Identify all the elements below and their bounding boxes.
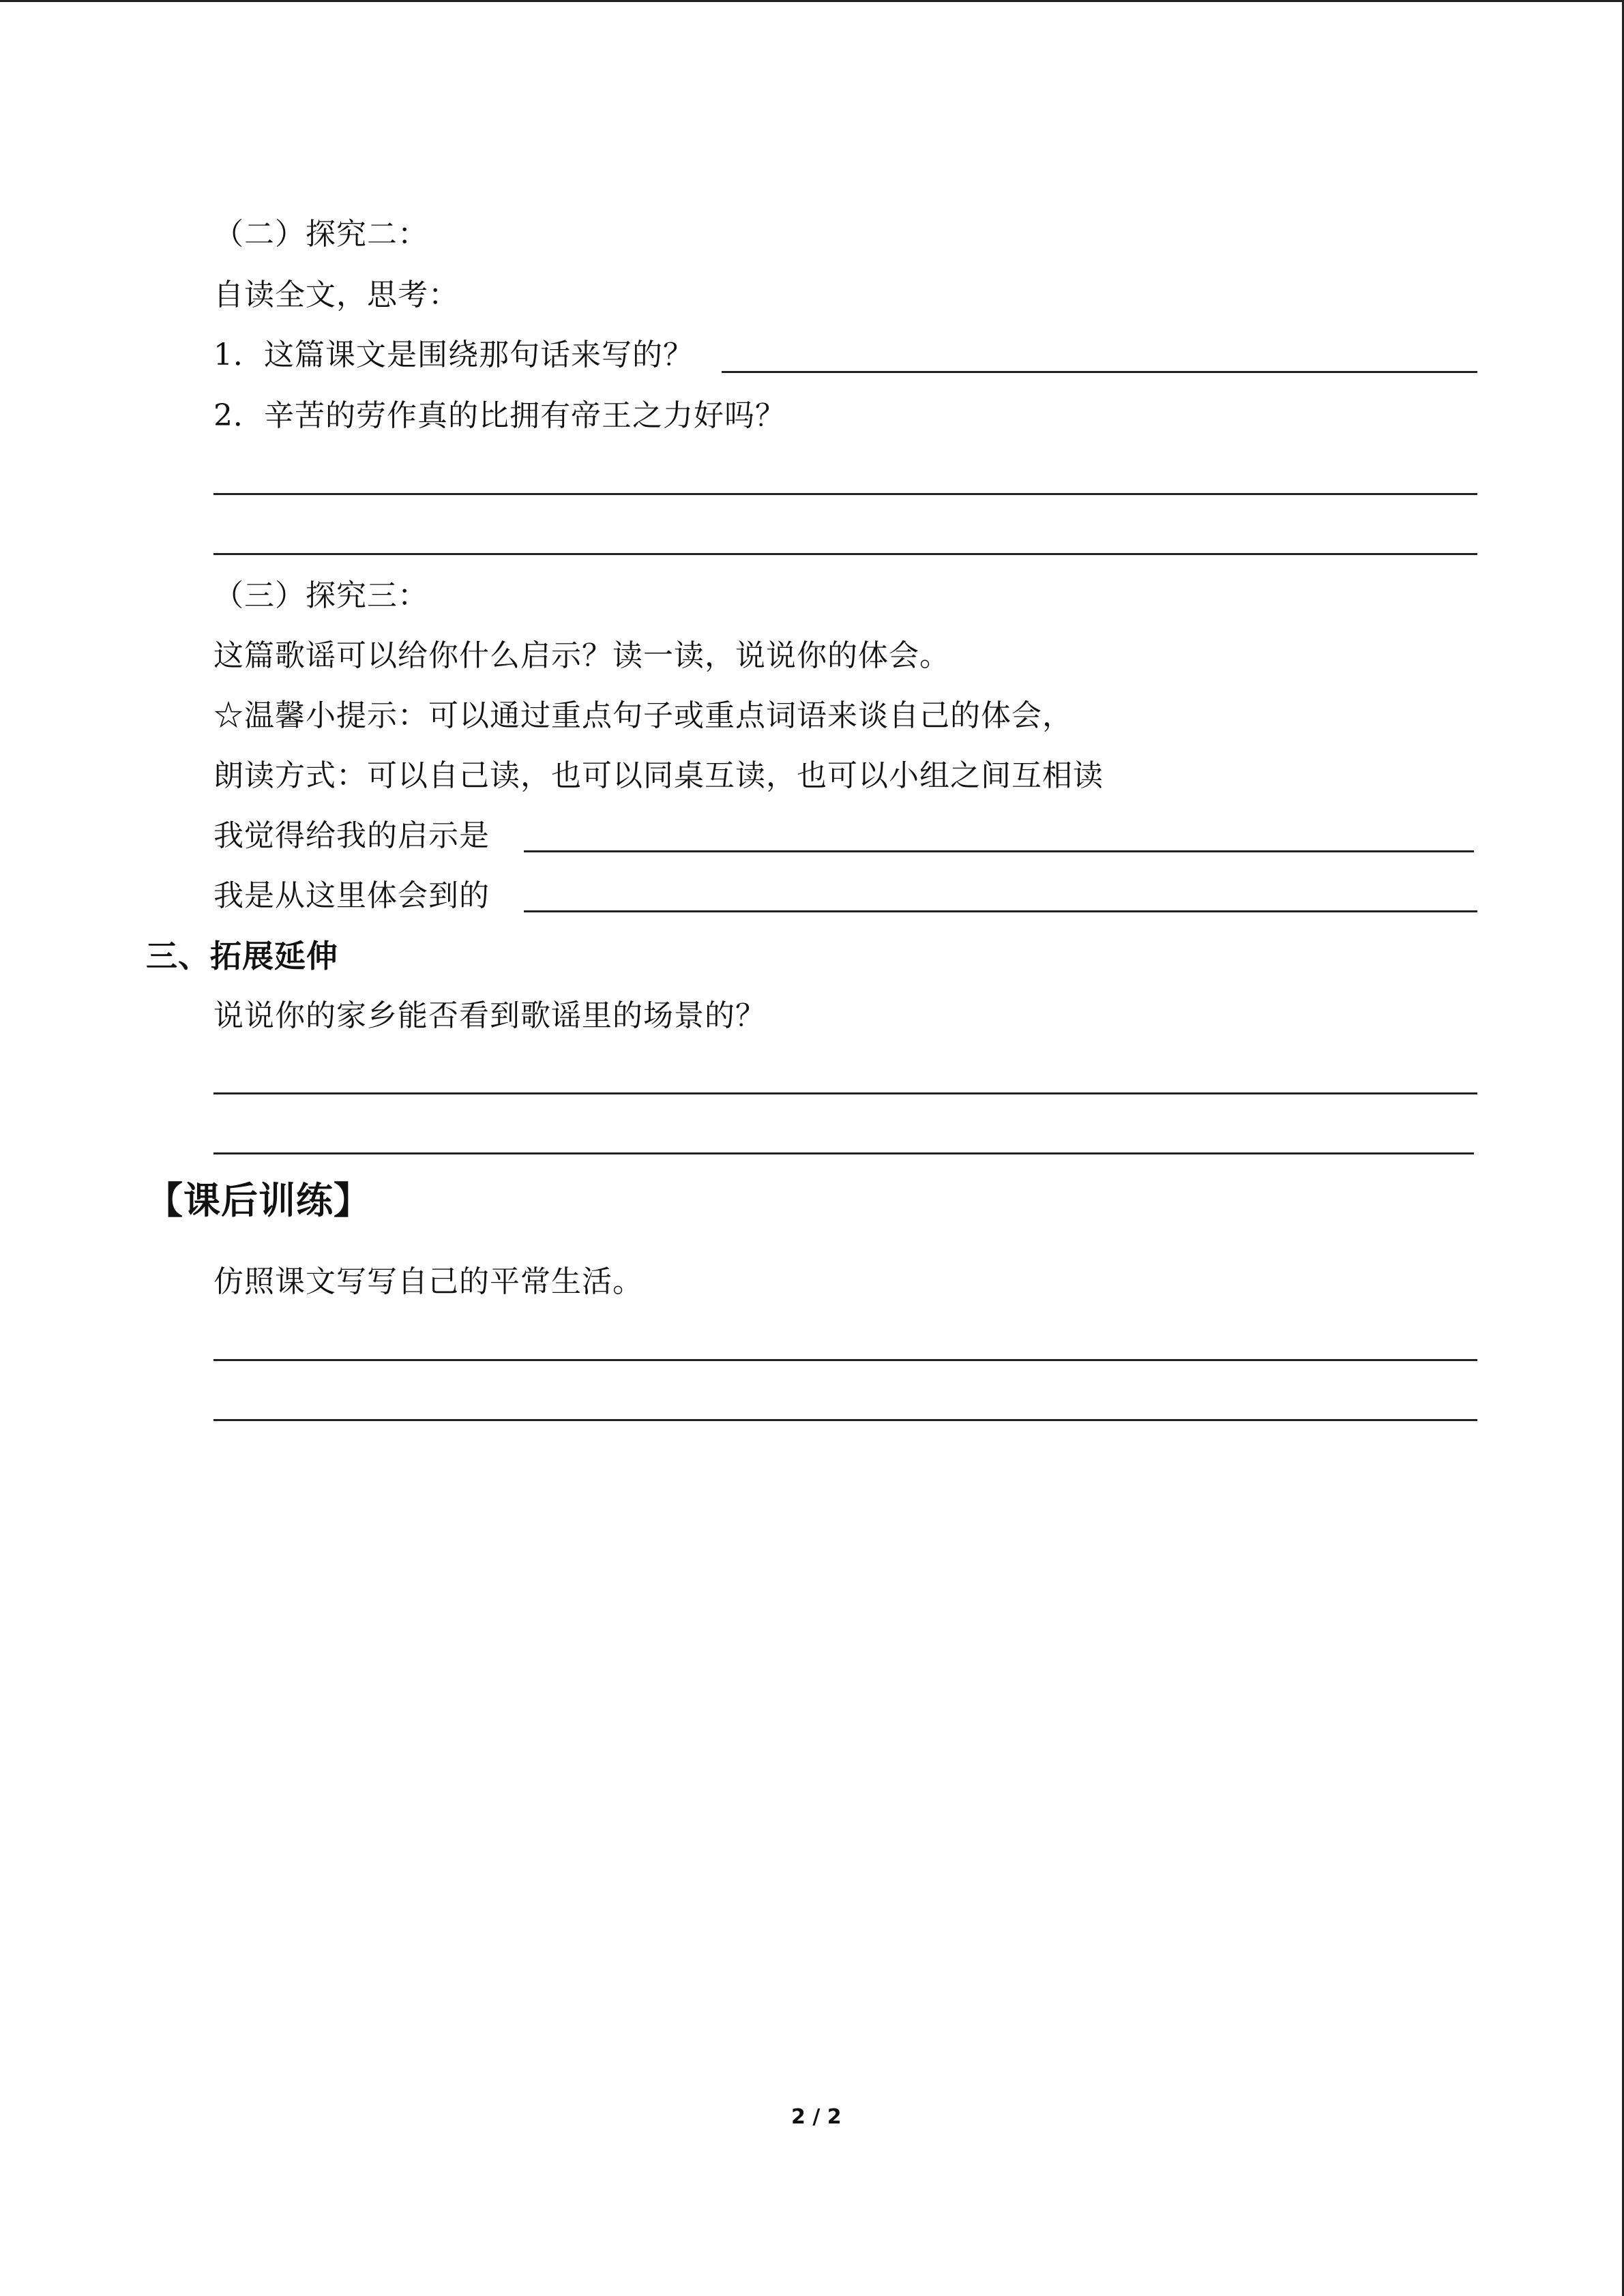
explore3-heading: （三）探究三： — [213, 578, 428, 613]
homework-heading: 【课后训练】 — [146, 1179, 371, 1222]
explore3-reading-mode: 朗读方式：可以自己读，也可以同桌互读，也可以小组之间互相读 — [213, 758, 1104, 793]
homework-task: 仿照课文写写自己的平常生活。 — [213, 1264, 643, 1299]
answer-line-homework-2[interactable] — [213, 1419, 1477, 1421]
explore2-intro: 自读全文，思考： — [213, 278, 459, 312]
explore2-question-2: 2．辛苦的劳作真的比拥有帝王之力好吗？ — [213, 398, 786, 433]
explore3-question: 这篇歌谣可以给你什么启示？读一读，说说你的体会。 — [213, 638, 950, 673]
answer-line-extension-1[interactable] — [213, 1092, 1477, 1094]
extension-heading: 三、拓展延伸 — [146, 938, 338, 974]
answer-line-homework-1[interactable] — [213, 1359, 1477, 1361]
insight-prompt: 我觉得给我的启示是 — [213, 818, 490, 853]
answer-line-q2-1[interactable] — [213, 493, 1477, 495]
answer-line-q1[interactable] — [722, 371, 1477, 373]
explore3-tip: ☆温馨小提示：可以通过重点句子或重点词语来谈自己的体会， — [213, 698, 1073, 733]
answer-line-insight[interactable] — [524, 850, 1474, 852]
explore2-heading: （二）探究二： — [213, 217, 428, 252]
answer-line-source[interactable] — [524, 910, 1477, 912]
explore2-question-1: 1．这篇课文是围绕那句话来写的？ — [213, 338, 694, 372]
page-number: 2 / 2 — [791, 2105, 842, 2129]
extension-question: 说说你的家乡能否看到歌谣里的场景的？ — [213, 998, 766, 1033]
source-prompt: 我是从这里体会到的 — [213, 878, 490, 913]
answer-line-extension-2[interactable] — [213, 1152, 1474, 1154]
answer-line-q2-2[interactable] — [213, 553, 1477, 555]
